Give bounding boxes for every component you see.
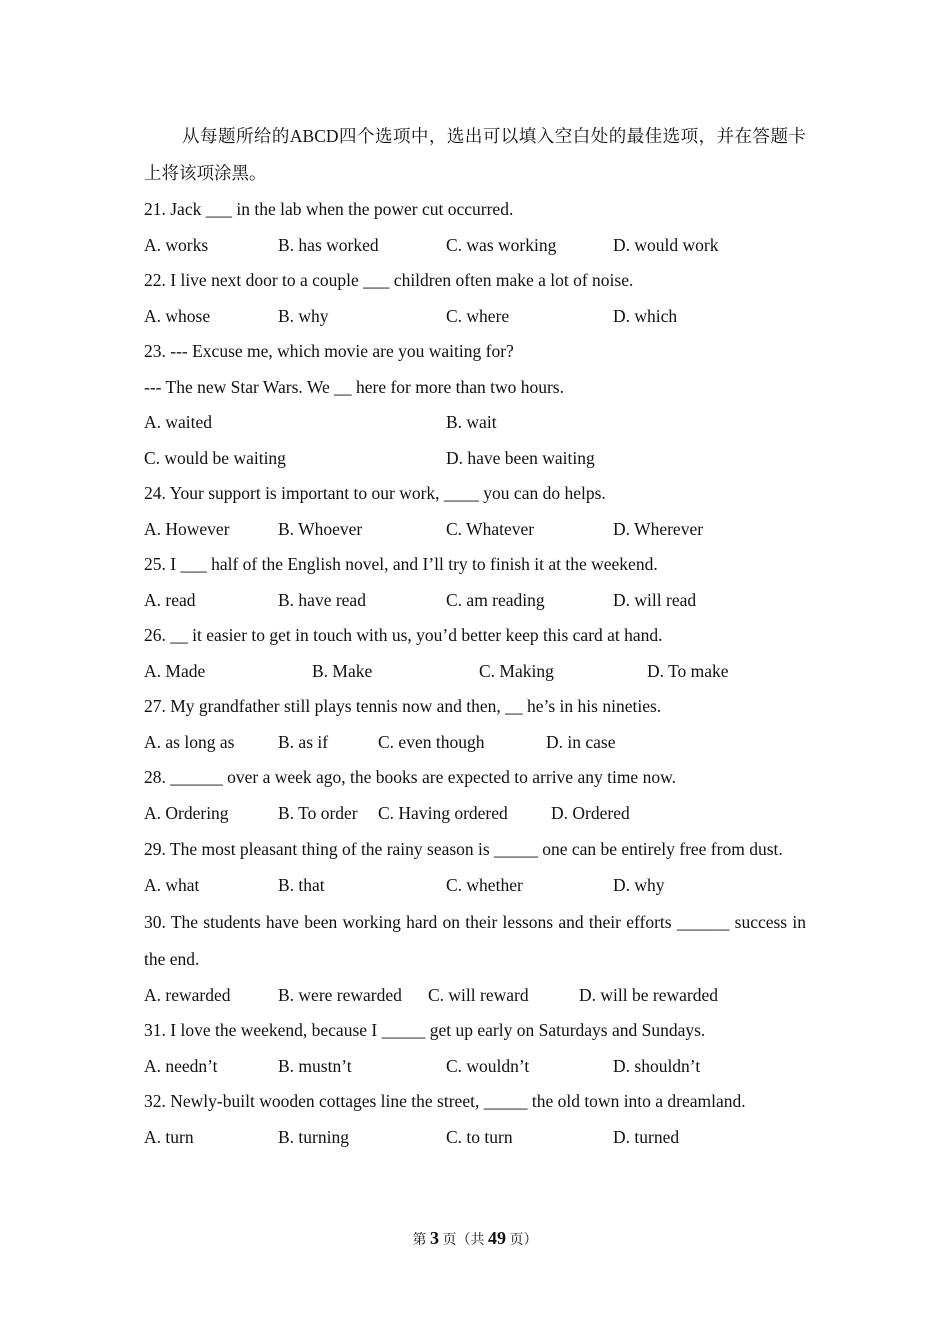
- question-item: [144, 618, 806, 689]
- answer-option: A. needn’t: [144, 1055, 218, 1076]
- answer-option: D. Ordered: [551, 802, 630, 823]
- answer-option: C. Making: [479, 660, 554, 681]
- answer-option: A. waited: [144, 412, 213, 432]
- question-stem: --- The new Star Wars. We __ here for more than two hours.: [144, 376, 564, 397]
- footer-suffix: 页）: [506, 1233, 538, 1248]
- answer-option: A. works: [144, 234, 209, 255]
- answer-option: D. will be rewarded: [579, 984, 718, 1005]
- question-stem: 28. ______ over a week ago, the books are expected to arrive any time now.: [144, 767, 676, 787]
- question-stem: 30. The students have been working hard on their lessons and their efforts ______ success in the end.: [144, 911, 806, 969]
- answer-option: A. read: [144, 589, 196, 610]
- answer-option: C. where: [446, 305, 510, 326]
- question-stem: 23. --- Excuse me, which movie are you waiting for?: [144, 341, 514, 361]
- answer-option: B. has worked: [278, 234, 379, 255]
- options-row: [144, 441, 806, 477]
- question-stem: 25. I ___ half of the English novel, and I’ll try to finish it at the weekend.: [144, 554, 658, 574]
- page-footer: [0, 1226, 950, 1253]
- instructions: 从每题所给的ABCD四个选项中，选出可以填入空白处的最佳选项，并在答题卡上将该项涂黑。: [144, 126, 806, 183]
- options-row: [144, 512, 806, 548]
- question-item: [144, 689, 806, 760]
- answer-option: B. Whoever: [278, 518, 363, 539]
- question-item: [144, 547, 806, 618]
- options-row: [144, 583, 806, 619]
- answer-option: B. why: [278, 305, 329, 326]
- question-stem: 29. The most pleasant thing of the rainy season is _____ one can be entirely free from dust.: [144, 839, 783, 859]
- answer-option: B. have read: [278, 589, 366, 610]
- question-item: [144, 760, 806, 831]
- question-stem: 22. I live next door to a couple ___ children often make a lot of noise.: [144, 270, 634, 290]
- options-row: [144, 1049, 806, 1085]
- answer-option: D. turned: [613, 1126, 680, 1147]
- question-stem: 31. I love the weekend, because I _____ get up early on Saturdays and Sundays.: [144, 1020, 706, 1040]
- answer-option: D. have been waiting: [446, 447, 595, 468]
- answer-option: C. even though: [378, 731, 485, 752]
- footer-middle: 页（共: [439, 1233, 488, 1248]
- options-row: [144, 796, 806, 832]
- answer-option: A. turn: [144, 1126, 194, 1147]
- question-item: [144, 476, 806, 547]
- answer-option: D. would work: [613, 234, 719, 255]
- page-number: 3: [430, 1228, 439, 1248]
- answer-option: A. Ordering: [144, 802, 229, 823]
- question-list: [144, 192, 806, 1155]
- answer-option: B. as if: [278, 731, 329, 752]
- answer-option: C. was working: [446, 234, 557, 255]
- question-item: [144, 1013, 806, 1084]
- answer-option: C. would be waiting: [144, 447, 286, 468]
- answer-option: B. turning: [278, 1126, 349, 1147]
- question-stem: 32. Newly-built wooden cottages line the street, _____ the old town into a dreamland.: [144, 1091, 746, 1111]
- answer-option: D. To make: [647, 660, 729, 681]
- question-item: [144, 831, 806, 904]
- answer-option: A. rewarded: [144, 984, 231, 1005]
- options-row: [144, 654, 806, 690]
- answer-option: D. which: [613, 305, 678, 326]
- answer-option: A. However: [144, 518, 230, 539]
- options-row: [144, 725, 806, 761]
- question-item: [144, 1084, 806, 1155]
- question-item: [144, 334, 806, 476]
- question-stem: 26. __ it easier to get in touch with us, you’d better keep this card at hand.: [144, 625, 663, 645]
- answer-option: B. were rewarded: [278, 984, 402, 1005]
- answer-option: D. will read: [613, 589, 697, 610]
- answer-option: C. whether: [446, 875, 523, 895]
- answer-option: A. Made: [144, 660, 206, 681]
- answer-option: D. in case: [546, 731, 616, 752]
- answer-option: D. Wherever: [613, 518, 704, 539]
- answer-option: C. Having ordered: [378, 802, 508, 823]
- question-item: [144, 192, 806, 263]
- answer-option: B. wait: [446, 412, 497, 432]
- answer-option: A. whose: [144, 305, 211, 326]
- question-item: [144, 904, 806, 1014]
- answer-option: C. am reading: [446, 589, 545, 610]
- answer-option: B. that: [278, 875, 325, 895]
- question-item: [144, 263, 806, 334]
- answer-option: A. what: [144, 875, 200, 895]
- question-stem: 27. My grandfather still plays tennis now and then, __ he’s in his nineties.: [144, 696, 662, 716]
- footer-prefix: 第: [412, 1233, 430, 1248]
- options-row: [144, 228, 806, 264]
- answer-option: B. mustn’t: [278, 1055, 352, 1076]
- answer-option: B. To order: [278, 802, 358, 823]
- options-row: [144, 978, 806, 1014]
- options-row: [144, 868, 806, 904]
- page-total: 49: [488, 1228, 506, 1248]
- options-row: [144, 405, 806, 441]
- question-section: [144, 118, 806, 1155]
- answer-option: B. Make: [312, 660, 373, 681]
- answer-option: D. why: [613, 875, 665, 895]
- answer-option: C. Whatever: [446, 518, 535, 539]
- answer-option: C. will reward: [428, 984, 529, 1005]
- answer-option: A. as long as: [144, 731, 235, 752]
- answer-option: C. to turn: [446, 1126, 513, 1147]
- question-stem: 24. Your support is important to our work, ____ you can do helps.: [144, 483, 606, 503]
- question-stem: 21. Jack ___ in the lab when the power cut occurred.: [144, 199, 514, 219]
- answer-option: D. shouldn’t: [613, 1055, 701, 1076]
- answer-option: C. wouldn’t: [446, 1055, 530, 1076]
- options-row: [144, 299, 806, 335]
- options-row: [144, 1120, 806, 1156]
